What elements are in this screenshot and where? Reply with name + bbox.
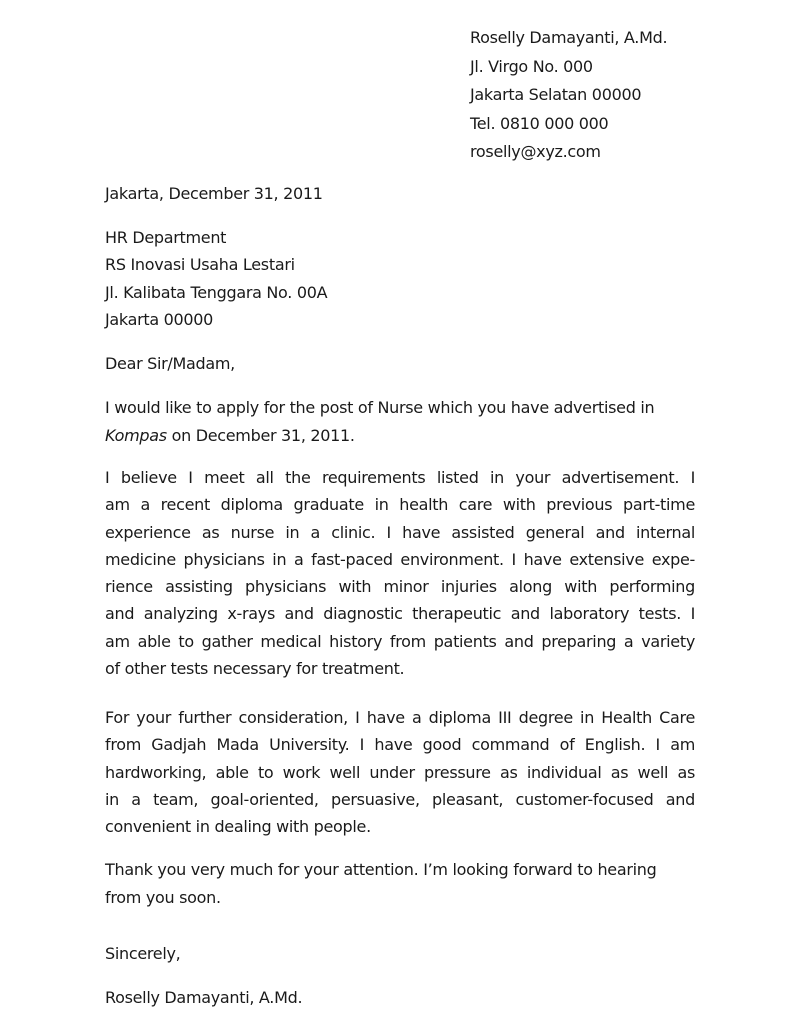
- recipient-department: HR Department: [105, 228, 227, 247]
- recipient-address-block: [105, 224, 695, 333]
- sender-name: Roselly Damayanti, A.Md.: [470, 28, 668, 47]
- paragraph-line: from Gadjah Mada University. I have good command of English. I am: [105, 735, 695, 755]
- salutation: Dear Sir/Madam,: [105, 354, 235, 373]
- paragraph-line: I would like to apply for the post of Nurse which you have advertised in: [105, 398, 655, 417]
- sender-street: Jl. Virgo No. 000: [470, 56, 593, 76]
- sender-city: Jakarta Selatan 00000: [470, 85, 642, 105]
- recipient-city: Jakarta 00000: [105, 309, 214, 329]
- paragraph-line: hardworking, able to work well under pressure as individual as well as: [105, 762, 695, 782]
- publication-date-text: on December 31, 2011.: [166, 425, 355, 445]
- paragraph-qualifications: [105, 464, 695, 682]
- paragraph-line: am a recent diploma graduate in health care with previous part-time: [105, 495, 695, 515]
- paragraph-line: [105, 422, 695, 450]
- paragraph-thanks: [105, 856, 695, 911]
- sender-address-block: [470, 24, 770, 167]
- recipient-street: Jl. Kalibata Tenggara No. 00A: [105, 282, 328, 302]
- paragraph-education: [105, 704, 695, 840]
- paragraph-line: am able to gather medical history from patients and preparing a variety: [105, 631, 695, 651]
- paragraph-line: and analyzing x-rays and diagnostic therapeutic and laboratory tests. I: [105, 604, 695, 624]
- paragraph-line: Thank you very much for your attention. I’m looking forward to hearing: [105, 860, 657, 879]
- publication-name: Kompas: [105, 425, 167, 445]
- paragraph-line: I believe I meet all the requirements listed in your advertisement. I: [105, 468, 695, 487]
- sender-email: roselly@xyz.com: [470, 142, 601, 162]
- paragraph-line: in a team, goal-oriented, persuasive, pleasant, customer-focused and: [105, 789, 695, 809]
- paragraph-line: experience as nurse in a clinic. I have assisted general and internal: [105, 522, 695, 542]
- letter-date: Jakarta, December 31, 2011: [105, 184, 323, 203]
- sender-phone: Tel. 0810 000 000: [470, 113, 609, 133]
- signature-name: Roselly Damayanti, A.Md.: [105, 988, 303, 1007]
- recipient-company: RS Inovasi Usaha Lestari: [105, 255, 295, 275]
- paragraph-line: from you soon.: [105, 887, 221, 907]
- paragraph-line: medicine physicians in a fast-paced environment. I have extensive expe-: [105, 549, 695, 569]
- paragraph-application: [105, 394, 695, 449]
- paragraph-line: of other tests necessary for treatment.: [105, 659, 405, 679]
- closing: Sincerely,: [105, 944, 181, 963]
- paragraph-line: For your further consideration, I have a diploma III degree in Health Care: [105, 708, 695, 727]
- paragraph-line: convenient in dealing with people.: [105, 817, 371, 837]
- paragraph-line: rience assisting physicians with minor injuries along with performing: [105, 577, 695, 597]
